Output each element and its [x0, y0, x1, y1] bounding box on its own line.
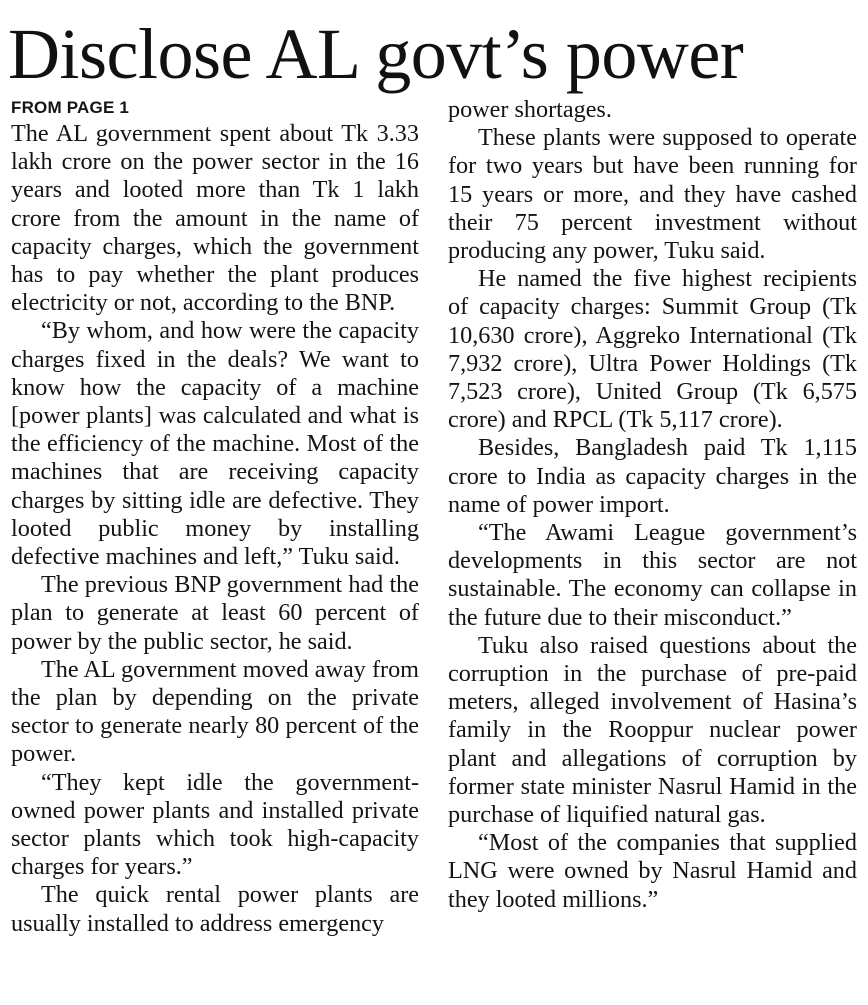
paragraph: “The Awami League government’s developments in this sector are not sustainable. The economy can collapse in the future due to their misconduct.”: [448, 519, 857, 631]
paragraph: These plants were supposed to operate for two years but have been running for 15 years or more, and they have cashed their 75 percent investment without producing any power, Tuku said.: [448, 124, 857, 265]
paragraph: “Most of the companies that supplied LNG were owned by Nasrul Hamid and they looted millions.”: [448, 829, 857, 913]
headline: Disclose AL govt’s power: [8, 14, 744, 94]
article-column-left: [11, 96, 419, 938]
paragraph: The quick rental power plants are usually installed to address emergency: [11, 881, 419, 937]
paragraph: Besides, Bangladesh paid Tk 1,115 crore to India as capacity charges in the name of power import.: [448, 434, 857, 518]
paragraph-continued: power shortages.: [448, 96, 612, 123]
article-column-right: [448, 96, 857, 914]
paragraph: The AL government spent about Tk 3.33 lakh crore on the power sector in the 16 years and looted more than Tk 1 lakh crore from the amount in the name of capacity charges, which the government has to pay whether the plant produces electricity or not, according to the BNP.: [11, 120, 419, 317]
continuation-kicker: FROM PAGE 1: [11, 98, 130, 117]
paragraph: The previous BNP government had the plan to generate at least 60 percent of power by the public sector, he said.: [11, 571, 419, 655]
paragraph: He named the five highest recipients of capacity charges: Summit Group (Tk 10,630 crore), Aggreko International (Tk 7,932 crore), Ultra Power Holdings (Tk 7,523 crore), United Group (Tk 6,575 crore) and RPCL (Tk 5,117 crore).: [448, 265, 857, 434]
paragraph: “They kept idle the government-owned power plants and installed private sector plants which took high-capacity charges for years.”: [11, 768, 419, 881]
paragraph: Tuku also raised questions about the corruption in the purchase of pre-paid meters, alleged involvement of Hasina’s family in the Rooppur nuclear power plant and allegations of corruption by former state minister Nasrul Hamid in the purchase of liquified natural gas.: [448, 631, 857, 829]
paragraph: “By whom, and how were the capacity charges fixed in the deals? We want to know how the capacity of a machine [power plants] was calculated and what is the efficiency of the machine. Most of the machines that are receiving capacity charges by sitting idle are defective. They looted public money by installing defective machines and left,” Tuku said.: [11, 317, 419, 571]
paragraph: The AL government moved away from the plan by depending on the private sector to generate nearly 80 percent of the power.: [11, 655, 419, 768]
